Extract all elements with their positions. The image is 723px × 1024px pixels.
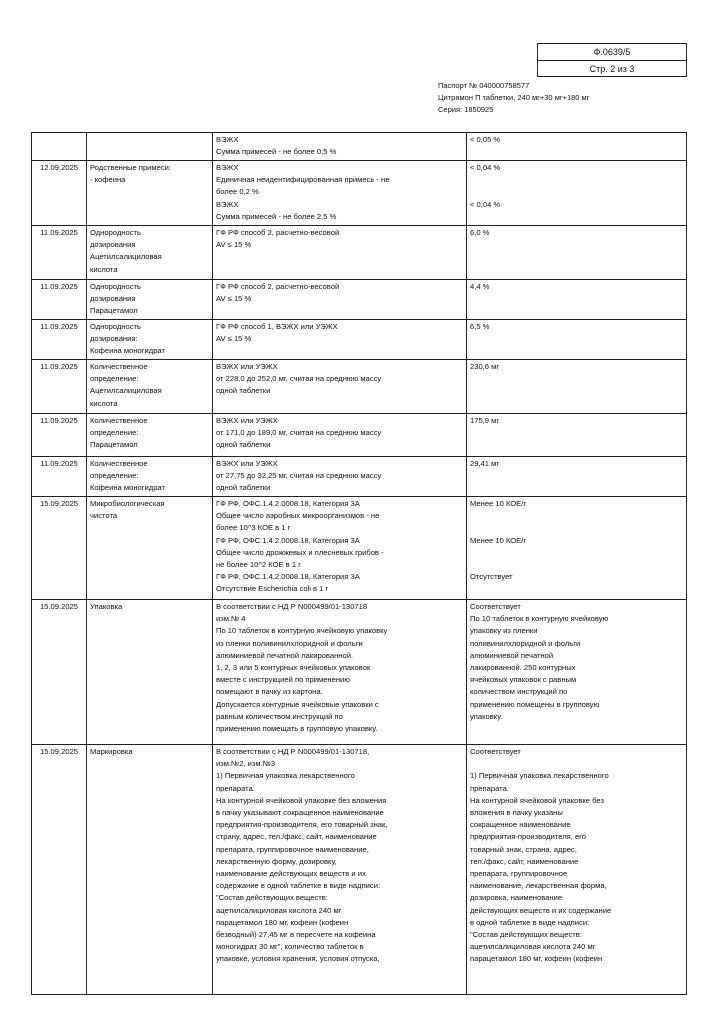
result-line: По 10 таблеток в контурную ячейковую (470, 614, 609, 624)
method-line: 1) Первичная упаковка лекарственного (216, 771, 355, 781)
passport-header (438, 80, 589, 116)
method-line: Отсутствие Escherichia coli в 1 г (216, 584, 329, 594)
result-line: Соответствует (470, 747, 521, 756)
result-line: 29,41 мг (470, 459, 500, 468)
cell-date (32, 457, 87, 497)
table-row (32, 745, 687, 995)
cell-method (213, 161, 467, 226)
cell-parameter (87, 457, 213, 497)
result-line: Менее 10 КОЕ/г (470, 535, 527, 545)
table-row (32, 320, 687, 360)
cell-result (467, 457, 687, 497)
method-line: "Состав действующих веществ: (216, 893, 328, 903)
parameter-line: дозирования (90, 240, 136, 250)
method-line: AV ≤ 15 % (216, 240, 252, 250)
cell-method (213, 497, 467, 600)
result-line: 6,5 % (470, 322, 490, 331)
method-line: ГФ РФ способ 2, расчетно-весовой (216, 228, 340, 237)
cell-date (32, 745, 87, 995)
cell-parameter (87, 414, 213, 457)
result-line: предприятия-производителя, его (470, 832, 587, 842)
method-line: упаковке, условия хранения, условия отпуска, (216, 954, 380, 964)
table-row (32, 497, 687, 600)
form-code-box (537, 43, 687, 77)
method-line: более 10^3 КОЕ в 1 г (216, 523, 291, 533)
table-row (32, 360, 687, 414)
method-line: Единичная неидентифицированная примесь - не (216, 175, 390, 185)
method-line: ГФ РФ, ОФС.1.4.2.0008.18, Категория 3А (216, 572, 360, 582)
parameter-line: Упаковка (90, 602, 123, 611)
method-line: На контурной ячейковой упаковке без вложения (216, 795, 387, 805)
table-row (32, 280, 687, 320)
parameter-line: определение: (90, 471, 139, 481)
result-line: Менее 10 КОЕ/г (470, 499, 527, 508)
parameter-line: определение: (90, 374, 139, 384)
result-line: упаковку из пленки (470, 626, 538, 636)
result-line: Соответствует (470, 602, 521, 611)
result-line: "Состав действующих веществ: (470, 930, 582, 940)
method-line: В соответствии с НД Р N000499/01-130718, (216, 747, 370, 756)
cell-method (213, 745, 467, 995)
result-line: товарный знак, страна, адрес, (470, 844, 577, 854)
result-line (470, 186, 683, 198)
parameter-line: Количественное (90, 459, 148, 468)
result-line: тел./факс, сайт, наименование (470, 856, 579, 866)
result-line (470, 174, 683, 186)
method-line: вместе с инструкцией по применению (216, 675, 350, 685)
cell-method (213, 280, 467, 320)
method-line: алюминиевой печатной лакированной. (216, 650, 354, 660)
cell-parameter (87, 360, 213, 414)
result-line: На контурной ячейковой упаковке без (470, 795, 604, 805)
cell-result (467, 360, 687, 414)
cell-result (467, 280, 687, 320)
parameter-line: - кофеина (90, 175, 126, 185)
method-line: изм.№ 4 (216, 614, 246, 624)
method-line: препарата, группировочное наименование, (216, 844, 369, 854)
method-line: равным количеством инструкций по (216, 711, 343, 721)
method-line: AV ≤ 15 % (216, 294, 252, 304)
cell-date (32, 600, 87, 745)
result-line: 175,9 мг (470, 416, 500, 425)
method-line: ГФ РФ способ 1, ВЭЖХ или УЭЖХ (216, 322, 338, 331)
cell-method (213, 133, 467, 161)
parameter-line: чистота (90, 511, 118, 521)
method-line: моногидрат 30 мг", количество таблеток в (216, 942, 364, 952)
method-line: В соответствии с НД Р N000499/01-130718 (216, 602, 368, 611)
cell-date (32, 226, 87, 280)
result-line: наименование, лекарственная форма, (470, 881, 607, 891)
test-date: 11.09.2025 (40, 416, 78, 425)
result-line: сокращенное наименование (470, 820, 571, 830)
table-row (32, 226, 687, 280)
cell-result (467, 745, 687, 995)
method-line: помещают в пачку из картона. (216, 687, 323, 697)
test-date: 15.09.2025 (39, 499, 78, 508)
method-line: ГФ РФ, ОФС.1.4.2.0008.18, Категория 3А (216, 535, 360, 545)
result-line (470, 522, 683, 534)
test-date: 12.09.2025 (39, 163, 78, 172)
cell-result (467, 161, 687, 226)
method-line: от 171,0 до 189,0 мг, считая на среднюю массу (216, 428, 382, 438)
result-line: парацетамол 180 мг, кофеин (кофеин (470, 954, 603, 964)
result-line: 4,4 % (470, 282, 490, 291)
parameter-line: Ацетилсалициловая (90, 252, 162, 262)
method-line: ВЭЖХ или УЭЖХ (216, 362, 278, 371)
method-line: препарата. (216, 783, 255, 793)
cell-parameter (87, 226, 213, 280)
result-line: дозировка, наименование (470, 893, 563, 903)
result-line: ацетилсалициловая кислота 240 мг (470, 942, 596, 952)
method-line: одной таблетки (216, 440, 271, 450)
cell-method (213, 457, 467, 497)
result-line: лакированной. 250 контурных (470, 663, 576, 673)
cell-result (467, 414, 687, 457)
parameter-line: Кофеина моногидрат (90, 346, 165, 356)
analysis-table-body (32, 133, 687, 995)
parameter-line: кислота (90, 264, 118, 274)
parameter-line: Количественное (90, 362, 148, 371)
cell-result (467, 226, 687, 280)
method-line: в пачку указывают сокращенное наименование (216, 808, 384, 818)
method-line: ГФ РФ, ОФС.1.4.2.0008.18, Категория 3А (216, 499, 360, 508)
method-line: лекарственную форму, дозировку, (216, 856, 337, 866)
result-line (470, 510, 683, 522)
result-line: количеством инструкций по (470, 687, 568, 697)
table-row (32, 161, 687, 226)
method-line: ВЭЖХ (216, 199, 239, 209)
method-line: безводный) 27,45 мг в пересчете на кофеина (216, 930, 376, 940)
parameter-line: Парацетамол (90, 440, 138, 450)
cell-method (213, 226, 467, 280)
table-row (32, 600, 687, 745)
cell-result (467, 600, 687, 745)
result-line (470, 547, 683, 559)
cell-method (213, 600, 467, 745)
method-line: Общее число аэробных микроорганизмов - не (216, 511, 380, 521)
parameter-line: Однородность (90, 282, 141, 291)
method-line: парацетамол 180 мг, кофеин (кофеин (216, 917, 349, 927)
result-line (470, 758, 683, 770)
method-line: ВЭЖХ (216, 135, 239, 144)
method-line: ГФ РФ способ 2, расчетно-весовой (216, 282, 340, 291)
product-name: Цитрамон П таблетки, 240 мг+30 мг+180 мг (438, 93, 590, 102)
result-line: поливинилхлоридной и фольги (470, 638, 581, 648)
test-date (35, 134, 83, 146)
cell-result (467, 497, 687, 600)
parameter-line: Маркировка (90, 747, 133, 756)
cell-parameter (87, 161, 213, 226)
series-number: Серия: 1850925 (438, 105, 494, 114)
method-line: страну, адрес, тел./факс, сайт, наименование (216, 832, 377, 842)
form-code: Ф.0639/5 (593, 47, 631, 57)
method-line: Допускается контурные ячейковые упаковки с (216, 699, 379, 709)
result-line: вложения в пачку указаны (470, 808, 563, 817)
result-line: препарата, группировочное (470, 869, 568, 879)
passport-number: Паспорт № 040000758577 (438, 81, 530, 90)
result-line (470, 559, 683, 571)
method-line: По 10 таблеток в контурную ячейковую упаковку (216, 626, 388, 636)
cell-result (467, 320, 687, 360)
method-line: ВЭЖХ (216, 163, 239, 172)
cell-result (467, 133, 687, 161)
parameter-line: дозирования: (90, 334, 138, 344)
method-line: Общее число дрожжевых и плесневых грибов - (216, 547, 384, 557)
result-line: применению помещены в групповую (470, 699, 600, 709)
method-line: содержание в одной таблетке в виде надписи: (216, 881, 381, 891)
parameter-line: Кофеина моногидрат (90, 483, 165, 493)
method-line: AV ≤ 15 % (216, 334, 252, 344)
cell-method (213, 414, 467, 457)
cell-date (32, 280, 87, 320)
method-line: от 27,75 до 32,25 мг, считая на среднюю массу (216, 471, 382, 481)
parameter-line: Однородность (90, 322, 141, 331)
table-row (32, 133, 687, 161)
cell-parameter (87, 497, 213, 600)
cell-method (213, 360, 467, 414)
result-line: в одной таблетке в виде надписи: (470, 917, 590, 927)
test-date: 15.09.2025 (39, 602, 78, 611)
parameter-line: Однородность (90, 228, 141, 237)
method-line: предприятия-производителя, его товарный знак, (216, 820, 388, 830)
result-line: < 0,04 % (470, 199, 501, 209)
cell-date (32, 161, 87, 226)
method-line: одной таблетки (216, 483, 271, 493)
test-date: 11.09.2025 (40, 282, 78, 291)
result-line: 230,6 мг (470, 362, 500, 371)
method-line: из пленки поливинилхлоридной и фольги (216, 638, 363, 648)
method-line: 1, 2, 3 или 5 контурных ячейковых упаковок (216, 663, 371, 673)
test-date: 11.09.2025 (40, 459, 78, 468)
cell-parameter (87, 320, 213, 360)
cell-parameter (87, 280, 213, 320)
cell-date (32, 360, 87, 414)
result-line: алюминиевой печатной (470, 650, 554, 660)
cell-parameter (87, 600, 213, 745)
page-number: Стр. 2 из 3 (538, 60, 686, 77)
result-line: препарата. (470, 783, 509, 793)
parameter-line: определение: (90, 428, 139, 438)
cell-method (213, 320, 467, 360)
parameter-line: Микробиологическая (90, 499, 165, 508)
method-line: Сумма примесей - не более 2,5 % (216, 211, 337, 221)
cell-parameter (87, 745, 213, 995)
method-line: одной таблетки (216, 386, 271, 396)
result-line: упаковку. (470, 711, 503, 721)
test-date: 11.09.2025 (40, 228, 78, 237)
cell-date (32, 414, 87, 457)
parameter-line: дозирования (90, 294, 136, 304)
method-line: от 228,0 до 252,0 мг, считая на среднюю массу (216, 374, 382, 384)
cell-date (32, 497, 87, 600)
parameter-line: Парацетамол (90, 306, 138, 316)
result-line: 6,0 % (470, 228, 490, 237)
cell-date (32, 320, 87, 360)
method-line: наименование действующих веществ и их (216, 869, 366, 879)
cell-parameter (87, 133, 213, 161)
method-line: более 0,2 % (216, 187, 259, 197)
result-line: 1) Первичная упаковка лекарственного (470, 771, 609, 781)
parameter-line: Родственные примеси: (90, 163, 172, 172)
method-line: не более 10^2 КОЕ в 1 г (216, 560, 301, 570)
result-line: Отсутствует (470, 572, 513, 582)
parameter-line: Количественное (90, 416, 148, 425)
result-line: ячейковых упаковок с равным (470, 675, 577, 685)
test-date: 15.09.2025 (39, 747, 78, 756)
analysis-table (31, 132, 687, 995)
parameter-line: кислота (90, 398, 118, 408)
table-row (32, 457, 687, 497)
method-line: применению помещать в групповую упаковку. (216, 724, 378, 734)
result-line: действующих веществ и их содержание (470, 905, 612, 915)
result-line: < 0,04 % (470, 163, 501, 172)
test-date: 11.09.2025 (40, 322, 78, 331)
method-line: Сумма примесей - не более 0,5 % (216, 147, 337, 157)
method-line: ВЭЖХ или УЭЖХ (216, 416, 278, 425)
result-line: < 0,05 % (470, 135, 501, 144)
cell-date (32, 133, 87, 161)
test-date: 11.09.2025 (40, 362, 78, 371)
parameter-line: Ацетилсалициловая (90, 386, 162, 396)
method-line: изм.№2, изм.№3 (216, 759, 276, 769)
method-line: ВЭЖХ или УЭЖХ (216, 459, 278, 468)
table-row (32, 414, 687, 457)
method-line: ацетилсалициловая кислота 240 мг (216, 905, 342, 915)
